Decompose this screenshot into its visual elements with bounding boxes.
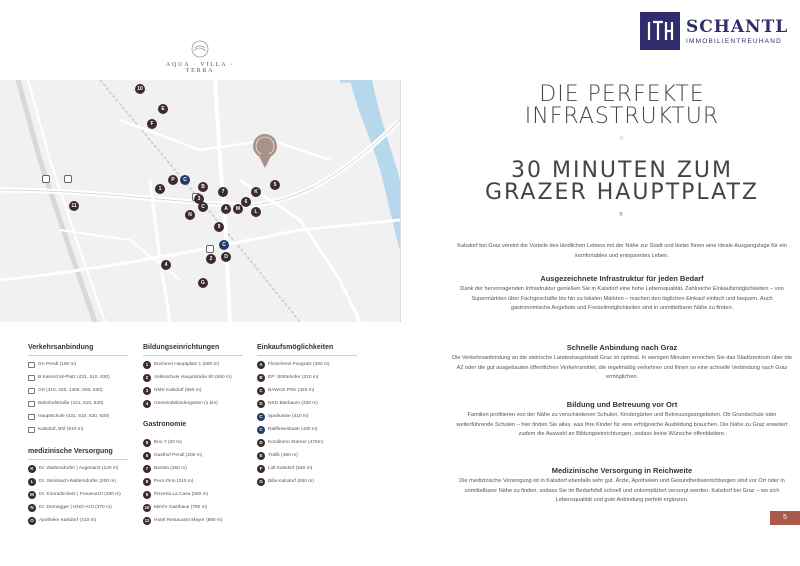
legend-item: 7 Barista (260 m) xyxy=(143,464,187,473)
map-marker[interactable]: 7 xyxy=(218,187,228,197)
section-text: Die Verkehrsanbindung an die steirische Landeshauptstadt Graz ist optimal. In wenigen Minuten erreichen Sie das Stadtzentrum über die A2 oder die gut ausgebauten öffentlichen Verkehrsmittel, die regelmäßig verkehren und Ihnen so eine schnelle Verbindung nach Graz ermöglichen. xyxy=(452,355,792,380)
registered-mark: ® xyxy=(619,136,625,142)
legend-item: B EP: Stöttehofer (310 m) xyxy=(257,373,318,382)
brand-subtitle: AQUA · VILLA · TERRA xyxy=(165,62,235,74)
legend-item: D Konditorei Starner (470m) xyxy=(257,438,323,447)
bus-stop-icon xyxy=(206,245,214,253)
brand-emblem-icon xyxy=(189,40,211,58)
map-marker[interactable]: C xyxy=(180,175,190,185)
legend-item: 3 NMS Kalsdorf (650 m) xyxy=(143,386,201,395)
map-marker[interactable]: 2 xyxy=(206,254,216,264)
legend-item: 1 Bücherei Hauptplatz 1 (600 m) xyxy=(143,360,219,369)
map-marker[interactable]: K xyxy=(251,187,261,197)
legend-title-bildung: Bildungseinrichtungen xyxy=(143,344,220,351)
bus-icon xyxy=(28,362,35,368)
legend-item: 10 Mimi's Gasthaus (760 m) xyxy=(144,504,208,510)
legend-title-gastro: Gastronomie xyxy=(143,421,187,428)
legend-title-verkehr: Verkehrsanbindung xyxy=(28,344,94,351)
bus-icon xyxy=(28,375,35,381)
map-marker[interactable]: 11 xyxy=(69,201,79,211)
legend-item: G Billa Kalsdorf (850 m) xyxy=(257,477,314,486)
map-marker[interactable]: 4 xyxy=(161,260,171,270)
section-title: Medizinische Versorgung in Reichweite xyxy=(551,466,693,475)
page-number: 5 xyxy=(770,511,800,525)
subtitle-line-2: GRAZER HAUPTPLATZ xyxy=(484,180,760,205)
bus-stop-icon xyxy=(64,175,72,183)
section-text: Dank der hervorragenden Infrastruktur genießen Sie in Kalsdorf eine hohe Lebensqualität. Zahlreiche Einkaufsmöglichkeiten – von Supermärkten über Fachgeschäfte bis hin zu lokalen Märkten – machen den täglichen Einkauf einfach und bequem. Auch gastronomische Angebote und Freizeitmöglichkeiten sind in unmittelbarer Nähe zu finden. xyxy=(460,286,784,311)
map-marker[interactable]: C xyxy=(219,240,229,250)
bus-icon xyxy=(28,414,35,420)
legend-item: 11 Hotel Restaurant Mayer (890 m) xyxy=(144,517,223,523)
subtitle-line-1: 30 MINUTEN ZUM xyxy=(511,158,733,183)
legend-item: M Dr. Konradschetz | Frauenarzt (290 m) xyxy=(28,490,121,499)
divider xyxy=(257,355,357,356)
title-line-1: DIE PERFEKTE xyxy=(539,82,705,107)
legend-item: 2 Volksschule Hauptstraße 90 (650 m) xyxy=(143,373,232,382)
map-divider xyxy=(400,80,401,322)
legend-item: C BAWAG PSK (320 m) xyxy=(257,386,314,395)
legend-item: Ort (410, 420, 1405, 600, 630) xyxy=(28,386,103,395)
divider xyxy=(28,459,128,460)
company-logo xyxy=(640,12,790,50)
map-marker[interactable]: E xyxy=(158,104,168,114)
legend-item: Hauptschule (431, 610, 620, 630) xyxy=(28,412,109,421)
map-marker[interactable]: A xyxy=(221,204,231,214)
map-marker[interactable]: 6 xyxy=(241,197,251,207)
section-title: Ausgezeichnete Infrastruktur für jeden Bedarf xyxy=(540,274,704,283)
page-subtitle xyxy=(452,160,792,226)
section-title: Schnelle Anbindung nach Graz xyxy=(566,343,678,352)
bus-icon xyxy=(28,401,35,407)
map-marker[interactable]: M xyxy=(233,204,243,214)
map-marker[interactable]: L xyxy=(251,207,261,217)
map-marker[interactable]: 5 xyxy=(270,180,280,190)
logo-mark-icon xyxy=(640,12,680,50)
map-marker[interactable]: P xyxy=(168,175,178,185)
bus-stop-icon xyxy=(42,175,50,183)
divider xyxy=(28,355,128,356)
legend-item: 6 Gasthof Pendl (200 m) xyxy=(143,451,202,460)
registered-mark: ® xyxy=(618,212,626,218)
legend-item: N Dr. Dornegger | HNO-Arzt (370 m) xyxy=(28,503,112,512)
map-marker[interactable]: C xyxy=(198,202,208,212)
legend-item: O Apotheke Kalsdorf (410 m) xyxy=(28,516,96,525)
legend-item: 8 Pecs Pinn (310 m) xyxy=(143,477,193,486)
bus-icon xyxy=(28,388,35,394)
logo-name: SCHANTL xyxy=(686,16,789,37)
location-map xyxy=(0,80,400,322)
legend-item: L Dr. Steinbach-Waltersdorfer (200 m) xyxy=(28,477,116,486)
map-marker[interactable]: B xyxy=(198,182,208,192)
intro-text: Kalsdorf bei Graz vereint die Vorteile des ländlichen Lebens mit der Nähe zur Stadt und bietet Ihnen eine ideale Ausgangslage für ein komfortables und entspanntes Leben. xyxy=(457,243,787,259)
legend-title-medizin: medizinische Versorgung xyxy=(28,448,113,455)
legend-item: Bahnhofstraße (421, 510, 630) xyxy=(28,399,103,408)
legend-item: K Dr. Waltersdorfer | Augenarzt (130 m) xyxy=(28,464,118,473)
divider xyxy=(143,355,243,356)
legend-item: D NKD Bierbaum (330 m) xyxy=(257,399,318,408)
legend-item: F Lidl Kalsdorf (540 m) xyxy=(257,464,312,473)
legend-item: C Raiffeisenbank (440 m) xyxy=(257,425,318,434)
section-text: Die medizinische Versorgung ist in Kalsdorf ebenfalls sehr gut. Ärzte, Apotheken und Gesundheitseinrichtungen sind vor Ort oder in unmittelbarer Nähe zu finden, sodass Sie im Bedarfsfall schnell und unkompliziert versorgt werden. Kalsdorf bei Graz – wo sich Lebensqualität und gute Anbindung perfekt ergänzen. xyxy=(459,478,785,503)
section-text: Familien profitieren von der Nähe zu verschiedenen Schulen, Kindergärten und Betreuungsangeboten. Ob Grundschule oder weiterführende Schulen – hier finden Sie alles, was Ihre Kinder für eine erfolgreiche Ausbildung brauchen. Die Nähe zu Graz erweitert zudem die Auswahl an Bildungseinrichtungen, sodass keine Wünsche offenbleiben. xyxy=(456,412,788,437)
legend-item: B Kamschol-Platz (431, 510, 630) xyxy=(28,373,110,382)
map-marker[interactable]: G xyxy=(198,278,208,288)
legend-item: C Sparkasse (410 m) xyxy=(257,412,309,421)
page-title xyxy=(452,84,792,150)
map-marker[interactable]: 3 xyxy=(194,194,204,204)
legend-item: 4 Gemeindekindergarten (1 km) xyxy=(143,399,218,408)
legend-item: A Fleischerei Pongratz (300 m) xyxy=(257,360,330,369)
title-line-2: INFRASTRUKTUR xyxy=(524,104,720,129)
legend-item: 5 Brio 7 (20 m) xyxy=(143,438,182,447)
legend-item: 9 Pizzeria La Casa (500 m) xyxy=(143,490,208,499)
legend-item: Kalsdorf, Bhf (910 m) xyxy=(28,425,83,434)
map-marker[interactable]: 9 xyxy=(214,222,224,232)
map-marker[interactable]: N xyxy=(185,210,195,220)
map-marker[interactable]: F xyxy=(147,119,157,129)
map-marker[interactable]: 1 xyxy=(155,184,165,194)
legend-item: GA Pendl (190 m) xyxy=(28,360,76,369)
map-marker[interactable]: D xyxy=(221,252,231,262)
legend-item: E Trafik (480 m) xyxy=(257,451,298,460)
logo-subtitle: IMMOBILIENTREUHAND xyxy=(686,37,782,45)
map-marker[interactable]: 10 xyxy=(135,84,145,94)
legend-title-einkauf: Einkaufsmöglichkeiten xyxy=(257,344,334,351)
project-brand xyxy=(150,40,250,74)
train-icon xyxy=(28,427,35,433)
section-title: Bildung und Betreuung vor Ort xyxy=(566,400,678,409)
